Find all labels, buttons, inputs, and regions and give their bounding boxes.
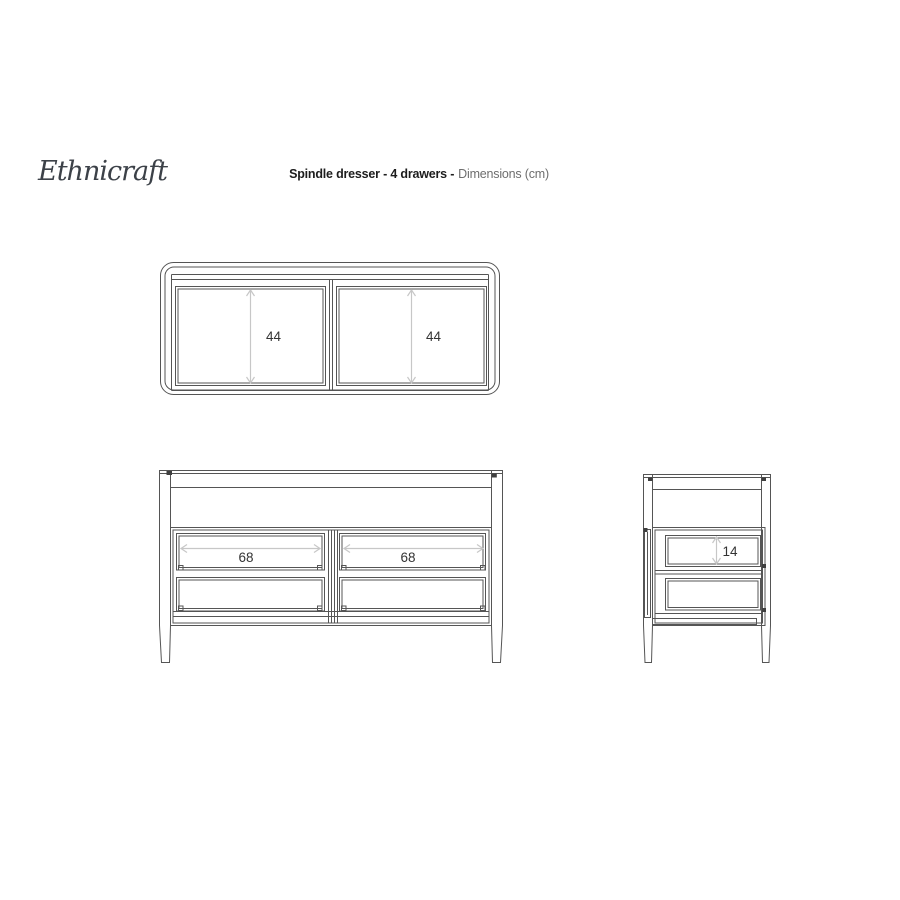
drawer-front-bottom-left: [177, 578, 325, 612]
drawer-front-bottom-right: [340, 578, 486, 612]
leg-joint-notch: [648, 478, 653, 482]
depth-dimension-arrow-left: [247, 290, 255, 383]
top-view-center-divider: [330, 280, 333, 391]
leg-joint-notch: [167, 471, 173, 475]
top-view: [161, 263, 500, 395]
front-view-right-leg: [492, 471, 503, 663]
front-view: [160, 471, 503, 663]
depth-dimension-label-left: 44: [266, 329, 282, 344]
side-view-top-rail: [644, 475, 771, 490]
width-dimension-label-left: 68: [238, 550, 254, 565]
depth-dimension-label-right: 44: [426, 329, 442, 344]
brand-logo: Ethnicraft: [38, 156, 167, 187]
side-view-carcass: [653, 528, 767, 626]
width-dimension-label-right: 68: [400, 550, 416, 565]
front-view-left-leg: [160, 471, 171, 663]
side-view-top-opening: [666, 536, 761, 567]
side-view-bottom-opening: [666, 579, 761, 611]
page-title-subtitle: Dimensions (cm): [458, 167, 549, 181]
leg-joint-notch: [762, 478, 767, 482]
front-view-top-rail: [160, 471, 503, 488]
side-view: [644, 475, 771, 663]
side-view-drawer-front-edge: [644, 528, 651, 618]
page-title-product: Spindle dresser - 4 drawers -: [289, 167, 455, 181]
height-dimension-arrow: [713, 537, 721, 564]
leg-joint-notch: [492, 474, 497, 478]
depth-dimension-arrow-right: [408, 290, 416, 383]
height-dimension-label: 14: [722, 544, 738, 559]
